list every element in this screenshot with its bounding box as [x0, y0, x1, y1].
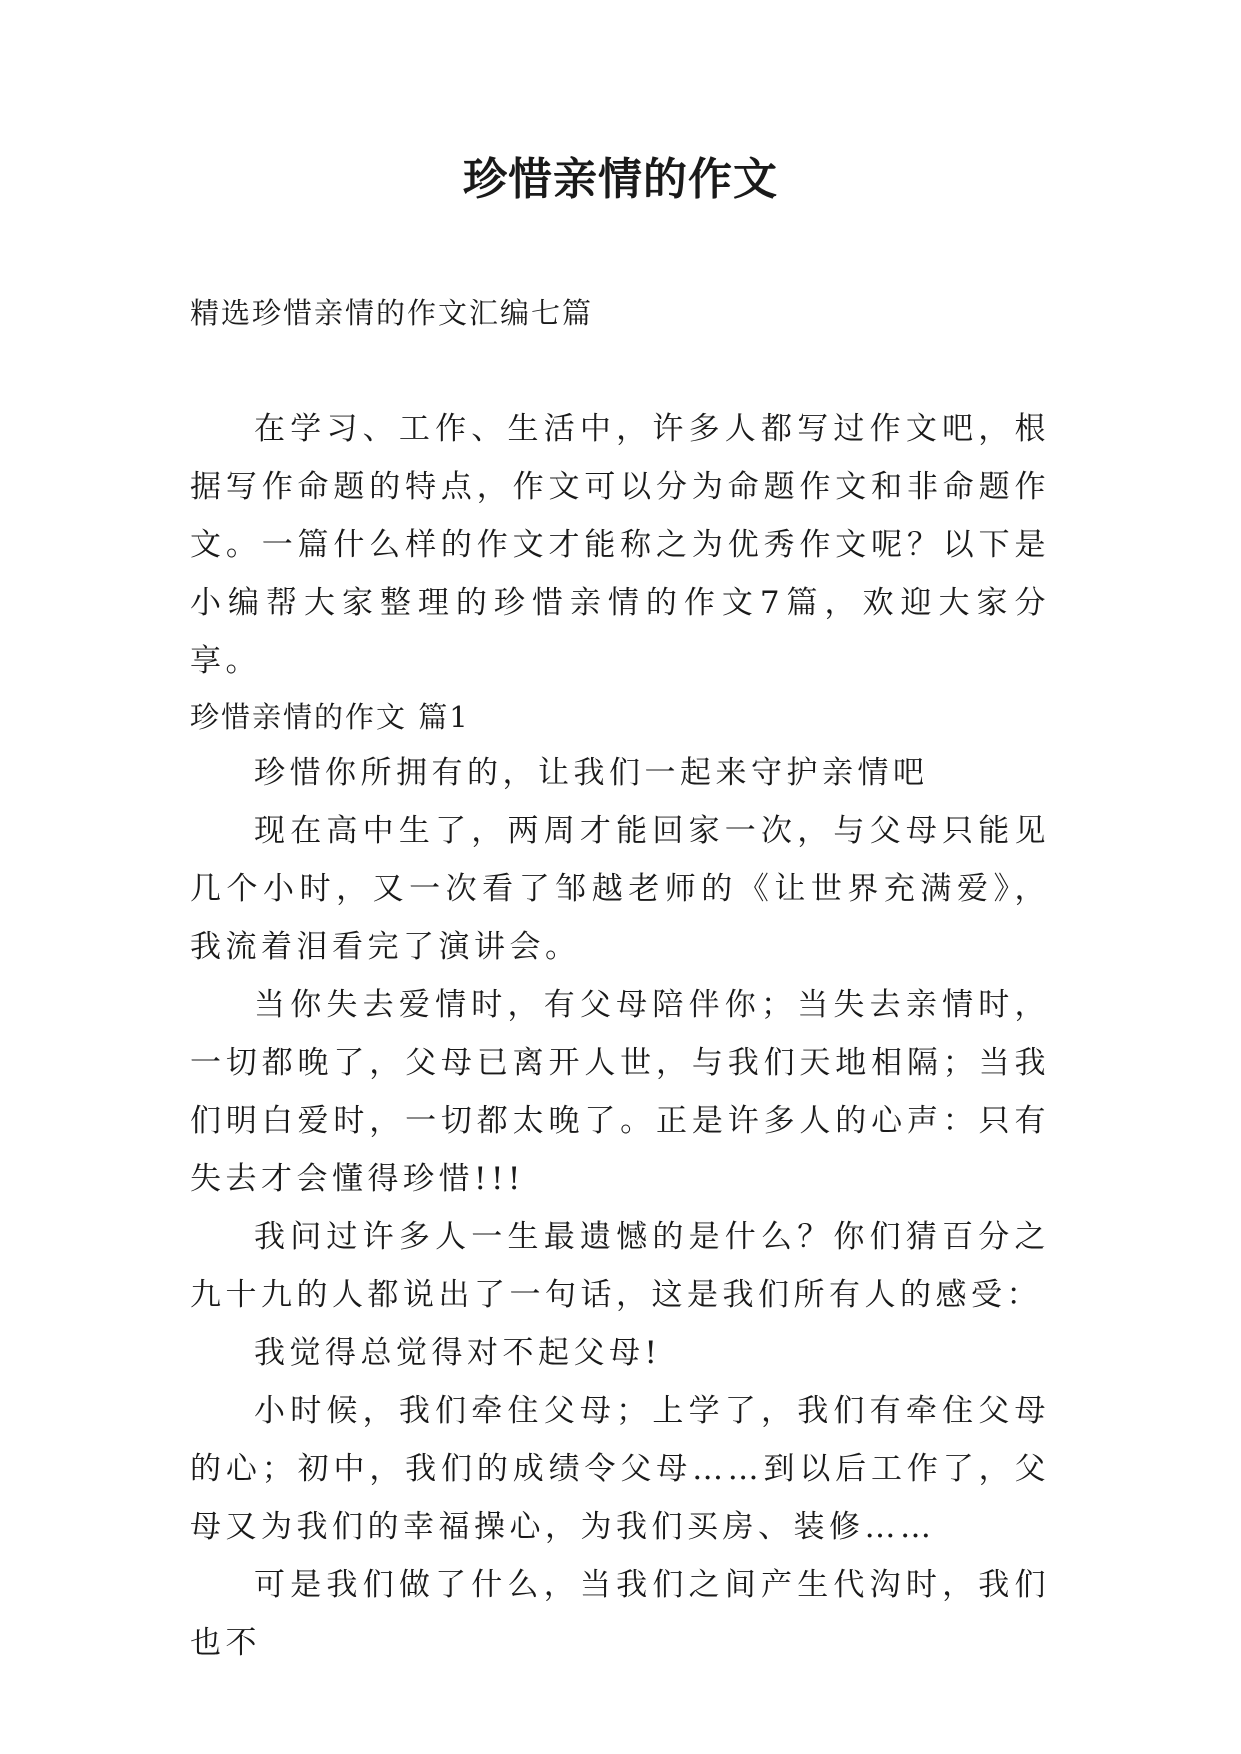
- body-paragraph: 我问过许多人一生最遗憾的是什么？你们猜百分之九十九的人都说出了一句话，这是我们所有人的感受：: [190, 1219, 1050, 1313]
- body-paragraph: 珍惜你所拥有的，让我们一起来守护亲情吧: [254, 755, 929, 791]
- intro-paragraph: 在学习、工作、生活中，许多人都写过作文吧，根据写作命题的特点，作文可以分为命题作文和非命题作文。一篇什么样的作文才能称之为优秀作文呢？以下是小编帮大家整理的珍惜亲情的作文7篇，欢迎大家分享。: [190, 411, 1050, 679]
- body-paragraph: 当你失去爱情时，有父母陪伴你；当失去亲情时，一切都晚了，父母已离开人世，与我们天地相隔；当我们明白爱时，一切都太晚了。正是许多人的心声：只有失去才会懂得珍惜!!!: [190, 987, 1050, 1197]
- body-paragraph: 我觉得总觉得对不起父母!: [254, 1335, 662, 1371]
- document-body: [190, 400, 1050, 1672]
- section-heading: 珍惜亲情的作文 篇1: [190, 700, 470, 734]
- body-paragraph: 现在高中生了，两周才能回家一次，与父母只能见几个小时，又一次看了邹越老师的《让世界充满爱》，我流着泪看完了演讲会。: [190, 813, 1050, 965]
- body-paragraph: 小时候，我们牵住父母；上学了，我们有牵住父母的心；初中，我们的成绩令父母……到以后工作了，父母又为我们的幸福操心，为我们买房、装修……: [190, 1393, 1050, 1545]
- body-paragraph: 可是我们做了什么，当我们之间产生代沟时，我们也不: [190, 1567, 1050, 1661]
- document-title: 珍惜亲情的作文: [463, 154, 778, 205]
- document-subtitle: 精选珍惜亲情的作文汇编七篇: [190, 296, 594, 330]
